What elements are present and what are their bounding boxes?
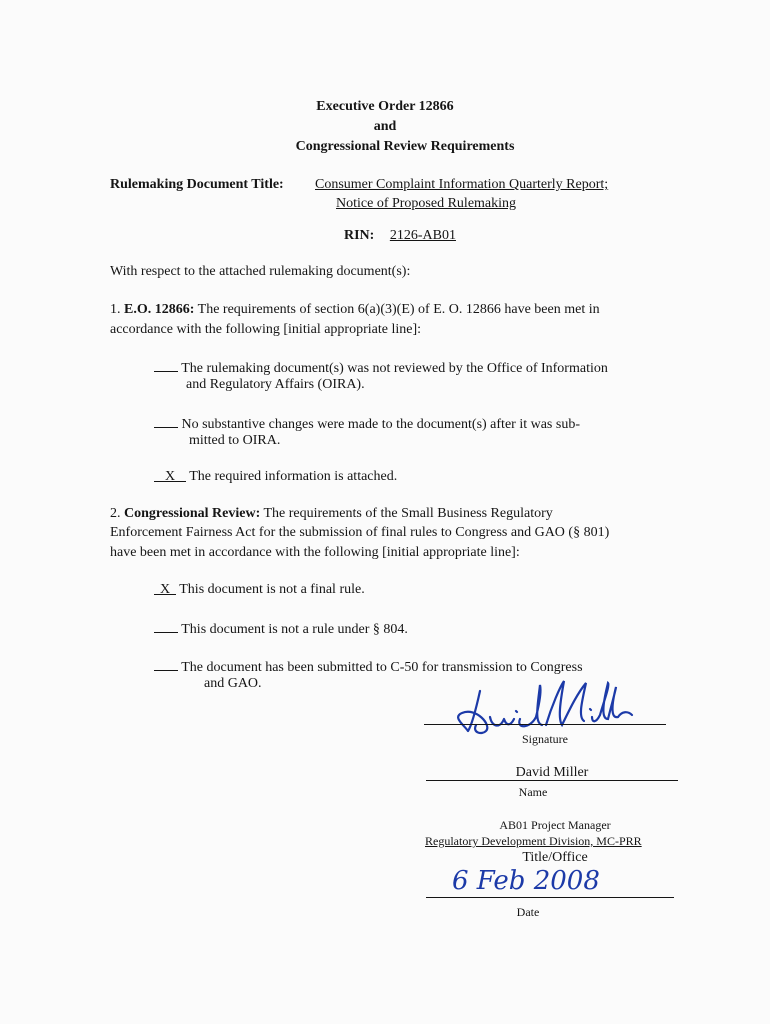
rin-row [344,226,478,246]
option-text-line-1: The required information is attached. [189,469,398,484]
option-text-line-2: mitted to OIRA. [189,433,281,448]
initial-line [154,618,178,633]
date-caption: Date [516,905,540,919]
section-2-number: 2. [110,506,121,521]
section-1-heading: E.O. 12866: [124,302,195,317]
option-text-line-1: The document has been submitted to C-50 for transmission to Congress [181,660,583,675]
initial-line: X [154,580,176,595]
option-text-line-1: No substantive changes were made to the document(s) after it was sub- [181,417,580,432]
section-1-line-1 [110,300,600,320]
section-1-text-1: The requirements of section 6(a)(3)(E) of E. O. 12866 have been met in [197,302,600,317]
section-1-number: 1. [110,302,121,317]
option-text-line-2: and Regulatory Affairs (OIRA). [186,377,365,392]
section-2-text-3: have been met in accordance with the following [initial appropriate line]: [110,545,520,560]
section-1-option-3 [154,467,397,487]
rin-label: RIN: [344,228,375,243]
initial-line [154,656,178,671]
intro-text: With respect to the attached rulemaking document(s): [110,264,411,279]
section-2-option-2 [154,618,408,640]
doc-title-line-2: Notice of Proposed Rulemaking [336,196,517,211]
rin-value: 2126-AB01 [389,228,456,243]
initial-line [154,357,178,372]
option-text-line-1: This document is not a rule under § 804. [181,622,408,637]
header-line-3: Congressional Review Requirements [295,139,515,154]
doc-title-label: Rulemaking Document Title: [110,177,284,192]
section-2-option-1 [154,580,365,600]
initial-line [154,413,178,428]
section-2-text-2: Enforcement Fairness Act for the submission of final rules to Congress and GAO (§ 801) [110,525,610,540]
name-caption: Name [518,785,548,799]
section-2-heading: Congressional Review: [124,506,261,521]
section-1-text-2: accordance with the following [initial appropriate line]: [110,322,421,337]
section-2-text-1: The requirements of the Small Business Regulatory [263,506,553,521]
date-line [426,897,674,898]
option-text-line-2: and GAO. [204,676,262,691]
section-2-line-1 [110,504,553,524]
title-line-1: AB01 Project Manager [499,818,611,832]
option-text-line-1: This document is not a final rule. [179,582,365,597]
date-value: 6 Feb 2008 [452,866,600,896]
title-line-2: Regulatory Development Division, MC-PRR [425,834,642,848]
name-line [426,780,678,781]
header-line-2: and [373,119,397,134]
doc-title-line-1: Consumer Complaint Information Quarterly Report; [315,177,609,192]
option-text-line-1: The rulemaking document(s) was not reviewed by the Office of Information [181,361,608,376]
header-line-1: Executive Order 12866 [316,99,454,114]
title-caption: Title/Office [522,850,588,865]
initial-line: X [154,467,186,482]
name-value: David Miller [515,765,589,780]
signature-line [424,724,666,725]
signature-caption: Signature [522,732,568,746]
